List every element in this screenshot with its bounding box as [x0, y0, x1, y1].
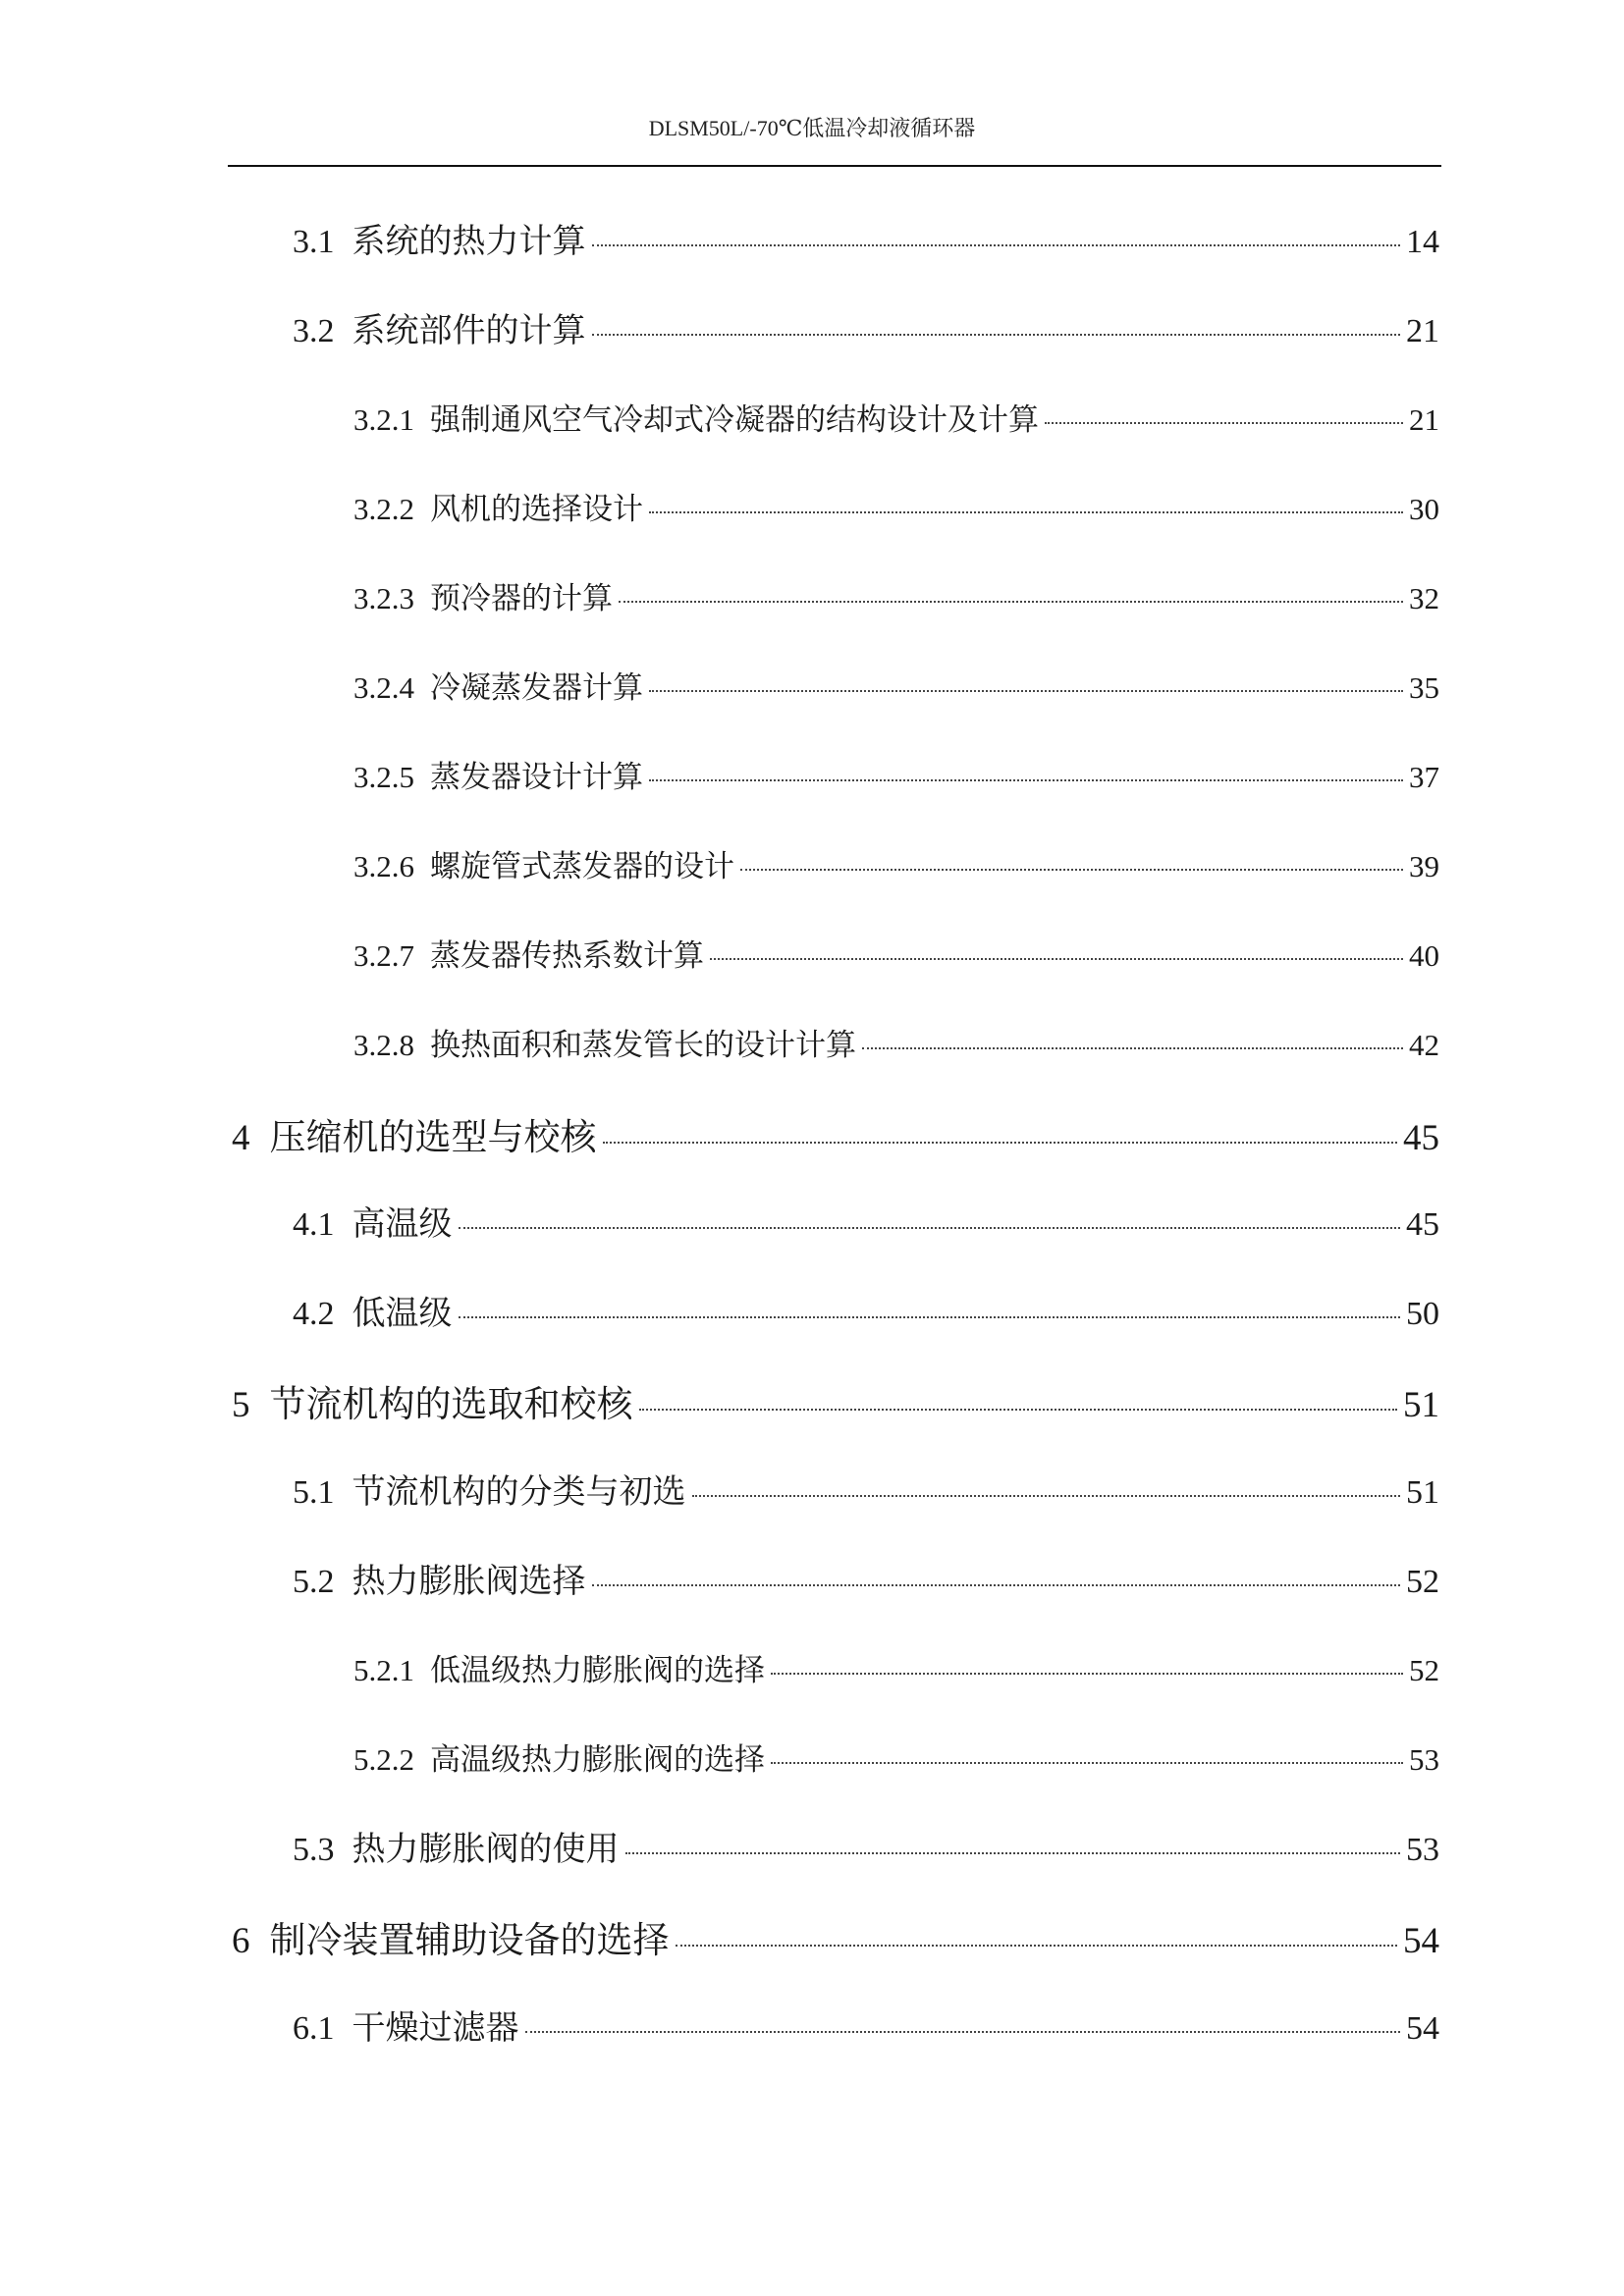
toc-title: 压缩机的选型与校核 — [269, 1116, 597, 1158]
dot-leader — [625, 1852, 1401, 1854]
toc-title: 低温级热力膨胀阀的选择 — [430, 1653, 765, 1688]
toc-entry-6-1[interactable] — [293, 2001, 1439, 2049]
toc-entry-6[interactable] — [232, 1910, 1439, 1963]
toc-page-number: 54 — [1406, 2010, 1439, 2047]
toc-page-number: 42 — [1409, 1028, 1439, 1062]
toc-page-number: 21 — [1409, 402, 1439, 437]
toc-title: 节流机构的分类与初选 — [352, 1472, 686, 1512]
toc-title: 螺旋管式蒸发器的设计 — [430, 849, 734, 884]
toc-number: 6 — [232, 1921, 250, 1961]
dot-leader — [649, 779, 1403, 781]
toc-title: 冷凝蒸发器计算 — [430, 670, 643, 706]
toc-page-number: 51 — [1406, 1474, 1439, 1511]
dot-leader — [525, 2031, 1401, 2033]
dot-leader — [1045, 422, 1403, 424]
dot-leader — [592, 334, 1401, 336]
toc-title: 节流机构的选取和校核 — [269, 1383, 633, 1425]
toc-number: 3.2.2 — [353, 492, 414, 526]
toc-page-number: 45 — [1406, 1206, 1439, 1243]
toc-title: 低温级 — [352, 1294, 453, 1333]
toc-number: 3.2.6 — [353, 849, 414, 883]
toc-page-number: 14 — [1406, 224, 1439, 260]
toc-number: 5.2 — [293, 1564, 335, 1600]
toc-number: 3.2.1 — [353, 402, 414, 437]
toc-page-number: 35 — [1409, 670, 1439, 705]
toc-title: 干燥过滤器 — [352, 2008, 519, 2048]
dot-leader — [592, 244, 1401, 246]
toc-entry-4[interactable] — [232, 1107, 1439, 1160]
toc-number: 3.1 — [293, 224, 335, 260]
toc-title: 预冷器的计算 — [430, 581, 613, 616]
dot-leader — [649, 511, 1403, 513]
toc-number: 3.2.8 — [353, 1028, 414, 1062]
dot-leader — [592, 1584, 1401, 1586]
running-header: DLSM50L/-70℃低温冷却液循环器 — [648, 116, 976, 140]
dot-leader — [771, 1762, 1403, 1764]
toc-number: 3.2.4 — [353, 670, 414, 705]
toc-entry-3-2-3[interactable] — [353, 573, 1439, 617]
toc-title: 热力膨胀阀选择 — [352, 1562, 586, 1601]
toc-title: 热力膨胀阀的使用 — [352, 1830, 620, 1869]
toc-page-number: 40 — [1409, 938, 1439, 973]
toc-page-number: 45 — [1403, 1118, 1439, 1158]
dot-leader — [649, 690, 1403, 692]
toc-entry-5-1[interactable] — [293, 1465, 1439, 1513]
dot-leader — [740, 869, 1403, 871]
toc-page-number: 21 — [1406, 313, 1439, 349]
toc-title: 制冷装置辅助设备的选择 — [269, 1919, 670, 1961]
dot-leader — [692, 1495, 1401, 1497]
toc-page-number: 54 — [1403, 1921, 1439, 1961]
toc-number: 4 — [232, 1118, 250, 1158]
toc-entry-3-2-2[interactable] — [353, 484, 1439, 528]
toc-title: 换热面积和蒸发管长的设计计算 — [430, 1028, 856, 1063]
toc-page-number: 32 — [1409, 581, 1439, 615]
dot-leader — [459, 1227, 1401, 1229]
toc-page-number: 50 — [1406, 1296, 1439, 1332]
toc-entry-3-2-1[interactable] — [353, 395, 1439, 439]
toc-page-number: 52 — [1406, 1564, 1439, 1600]
header-divider — [228, 165, 1441, 167]
toc-page-number: 52 — [1409, 1653, 1439, 1687]
toc-number: 3.2.7 — [353, 938, 414, 973]
dot-leader — [603, 1142, 1398, 1144]
dot-leader — [771, 1673, 1403, 1675]
toc-number: 5.2.1 — [353, 1653, 414, 1687]
dot-leader — [639, 1409, 1398, 1411]
toc-entry-5-2-1[interactable] — [353, 1645, 1439, 1689]
toc-entry-3-2-6[interactable] — [353, 841, 1439, 885]
toc-number: 3.2.5 — [353, 760, 414, 794]
dot-leader — [710, 958, 1403, 960]
toc-page-number: 39 — [1409, 849, 1439, 883]
toc-entry-3-2-5[interactable] — [353, 752, 1439, 796]
toc-number: 5.3 — [293, 1832, 335, 1868]
toc-entry-4-2[interactable] — [293, 1286, 1439, 1334]
toc-title: 高温级热力膨胀阀的选择 — [430, 1742, 765, 1778]
toc-entry-3-2-4[interactable] — [353, 663, 1439, 707]
dot-leader — [676, 1945, 1398, 1947]
toc-entry-3-2-7[interactable] — [353, 931, 1439, 975]
toc-title: 风机的选择设计 — [430, 492, 643, 527]
toc-number: 4.1 — [293, 1206, 335, 1243]
toc-title: 高温级 — [352, 1204, 453, 1244]
toc-number: 3.2 — [293, 313, 335, 349]
toc-page-number: 51 — [1403, 1385, 1439, 1425]
toc-entry-3-2[interactable] — [293, 303, 1439, 351]
toc-entry-3-2-8[interactable] — [353, 1020, 1439, 1064]
toc-number: 6.1 — [293, 2010, 335, 2047]
toc-title: 蒸发器设计计算 — [430, 760, 643, 795]
dot-leader — [619, 601, 1403, 603]
toc-entry-5[interactable] — [232, 1374, 1439, 1427]
toc-entry-5-3[interactable] — [293, 1822, 1439, 1870]
toc-page-number: 37 — [1409, 760, 1439, 794]
toc-title: 系统部件的计算 — [352, 311, 586, 350]
toc-page-number: 53 — [1409, 1742, 1439, 1777]
toc-entry-4-1[interactable] — [293, 1197, 1439, 1245]
toc-number: 5.2.2 — [353, 1742, 414, 1777]
toc-page-number: 53 — [1406, 1832, 1439, 1868]
toc-title: 蒸发器传热系数计算 — [430, 938, 704, 974]
toc-entry-5-2-2[interactable] — [353, 1735, 1439, 1779]
toc-title: 系统的热力计算 — [352, 222, 586, 261]
toc-number: 5.1 — [293, 1474, 335, 1511]
toc-number: 3.2.3 — [353, 581, 414, 615]
toc-number: 5 — [232, 1385, 250, 1425]
toc-page-number: 30 — [1409, 492, 1439, 526]
toc-entry-5-2[interactable] — [293, 1554, 1439, 1602]
toc-title: 强制通风空气冷却式冷凝器的结构设计及计算 — [430, 402, 1039, 438]
toc-number: 4.2 — [293, 1296, 335, 1332]
dot-leader — [862, 1047, 1403, 1049]
dot-leader — [459, 1316, 1401, 1318]
toc-entry-3-1[interactable] — [293, 214, 1439, 262]
